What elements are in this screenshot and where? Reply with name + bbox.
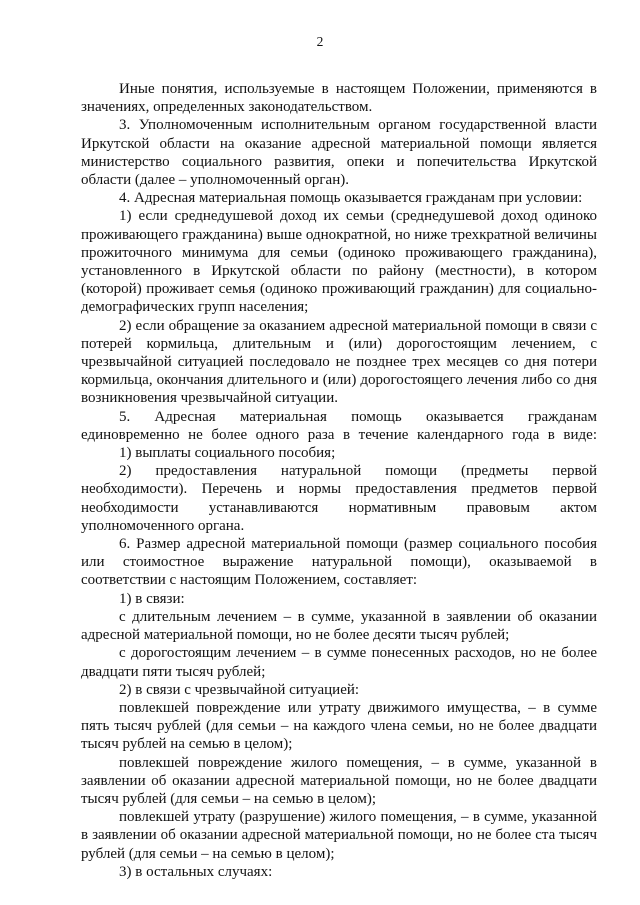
page-number: 2 xyxy=(316,34,324,49)
paragraph-housing-loss: повлекшей утрату (разрушение) жилого помещения, – в сумме, указанной в заявлении об оказании адресной материальной помощи, но не более ста тысяч рублей (для семьи – на семью в целом); xyxy=(81,809,597,862)
paragraph-clause-6-item-1: 1) в связи: xyxy=(119,590,185,607)
paragraph-other-concepts: Иные понятия, используемые в настоящем Положении, применяются в значениях, определенных законодательством. xyxy=(81,81,597,116)
paragraph-clause-6-item-2: 2) в связи с чрезвычайной ситуацией: xyxy=(119,681,360,698)
paragraph-clause-4-item-2: 2) если обращение за оказанием адресной материальной помощи в связи с потерей кормильца, длительным и (или) дорогостоящим лечением, с чрезвычайной ситуацией последовало не позднее трех месяцев со дня потери кормильца, окончания длительного и (или) дорогостоящего лечения либо со дня возникновения чрезвычайной ситуации. xyxy=(81,317,597,407)
document-body xyxy=(81,80,597,881)
paragraph-clause-4-item-1: 1) если среднедушевой доход их семьи (среднедушевой доход одиноко проживающего гражданина) выше однократной, но ниже трехкратной величины прожиточного минимума для семьи (одиноко проживающего гражданина), установленного в Иркутской области по району (местности), в котором (которой) проживает семья (одиноко проживающий гражданин) для социально-демографических групп населения; xyxy=(81,208,597,316)
paragraph-expensive-treatment: с дорогостоящим лечением – в сумме понесенных расходов, но не более двадцати пяти тысяч рублей; xyxy=(81,645,597,680)
paragraph-clause-3: 3. Уполномоченным исполнительным органом государственной власти Иркутской области на оказание адресной материальной помощи является министерство социального развития, опеки и попечительства Иркутской области (далее – уполномоченный орган). xyxy=(81,117,597,189)
paragraph-housing-damage: повлекшей повреждение жилого помещения, – в сумме, указанной в заявлении об оказании адресной материальной помощи, но не более двадцати тысяч рублей (для семьи – на семью в целом); xyxy=(81,754,597,807)
paragraph-clause-5-item-1: 1) выплаты социального пособия; xyxy=(119,445,336,462)
paragraph-clause-6: 6. Размер адресной материальной помощи (размер социального пособия или стоимостное выражение натуральной помощи), оказываемой в соответствии с настоящим Положением, составляет: xyxy=(81,536,597,589)
paragraph-movable-property: повлекшей повреждение или утрату движимого имущества, – в сумме пять тысяч рублей (для семьи – на каждого члена семьи, но не более двадцати тысяч рублей на семью в целом); xyxy=(81,699,597,753)
paragraph-clause-6-item-3: 3) в остальных случаях: xyxy=(119,863,273,880)
paragraph-clause-5: 5. Адресная материальная помощь оказывается гражданам единовременно не более одного раза в течение календарного года в виде: xyxy=(81,408,597,443)
paragraph-clause-4: 4. Адресная материальная помощь оказывается гражданам при условии: xyxy=(119,190,583,207)
paragraph-clause-5-item-2: 2) предоставления натуральной помощи (предметы первой необходимости). Перечень и нормы предоставления предметов первой необходимости устанавливаются нормативным правовым актом уполномоченного органа. xyxy=(81,463,597,534)
paragraph-long-treatment: с длительным лечением – в сумме, указанной в заявлении об оказании адресной материальной помощи, но не более десяти тысяч рублей; xyxy=(81,608,597,644)
